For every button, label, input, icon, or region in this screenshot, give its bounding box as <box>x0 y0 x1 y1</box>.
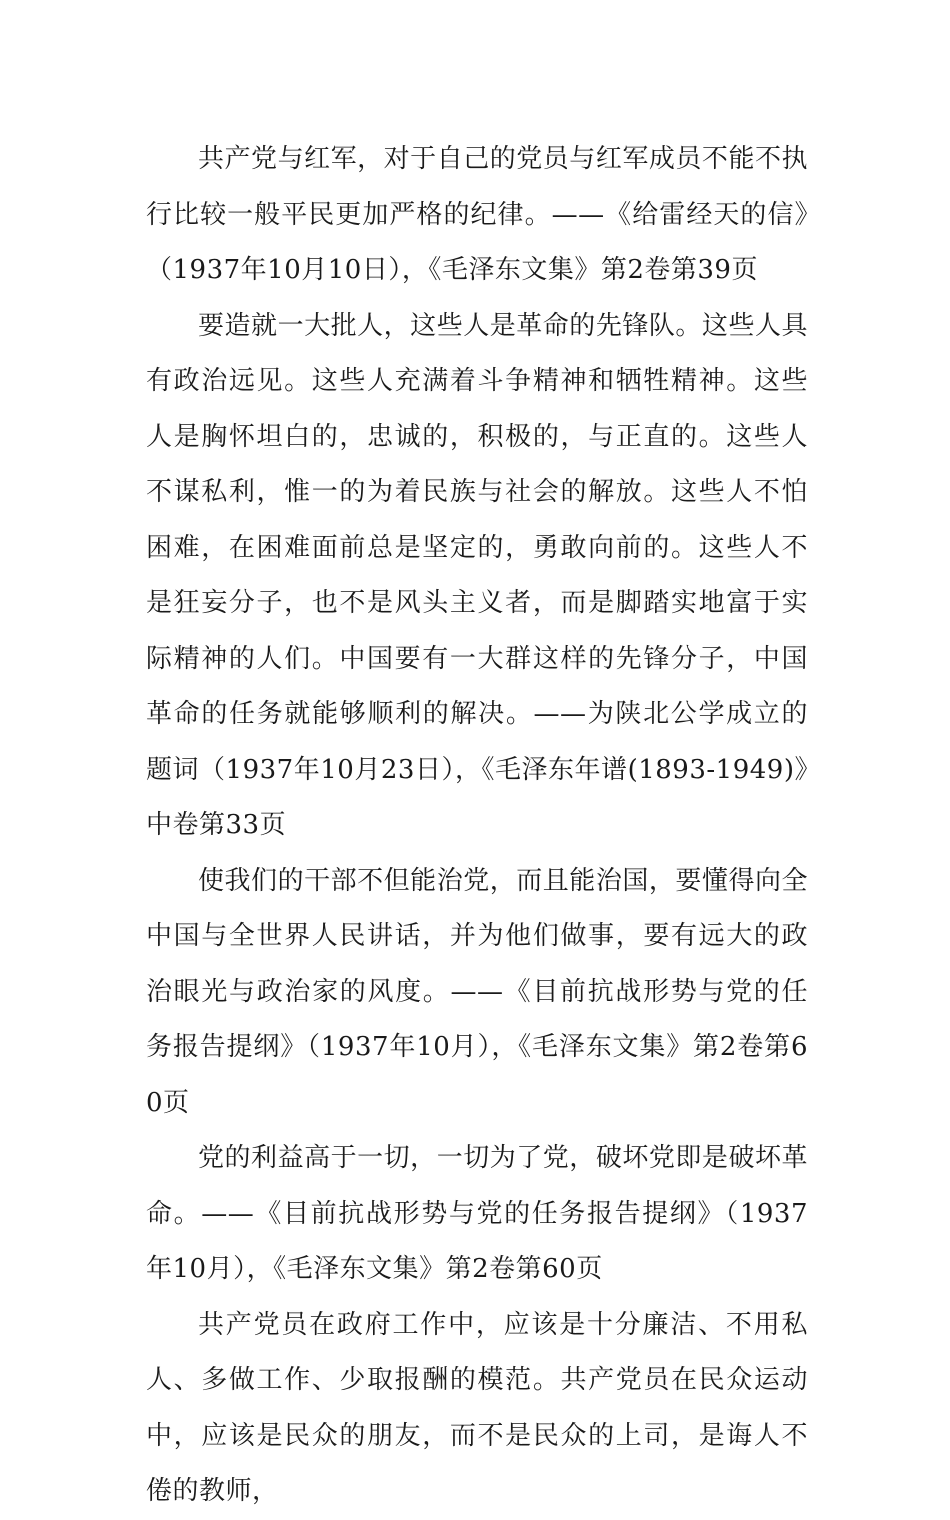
paragraph-cadres: 使我们的干部不但能治党，而且能治国，要懂得向全中国与全世界人民讲话，并为他们做事，要有远大的政治眼光与政治家的风度。——《目前抗战形势与党的任务报告提纲》（1937年10月），《毛泽东文集》第2卷第60页 <box>146 865 808 1118</box>
paragraph-party-interest: 党的利益高于一切，一切为了党，破坏党即是破坏革命。——《目前抗战形势与党的任务报告提纲》（1937年10月），《毛泽东文集》第2卷第60页 <box>146 1143 808 1284</box>
paragraph-party-members: 共产党员在政府工作中，应该是十分廉洁、不用私人、多做工作、少取报酬的模范。共产党员在民众运动中，应该是民众的朋友，而不是民众的上司，是诲人不倦的教师， <box>146 1309 808 1506</box>
paragraph-vanguard: 要造就一大批人，这些人是革命的先锋队。这些人具有政治远见。这些人充满着斗争精神和牺牲精神。这些人是胸怀坦白的，忠诚的，积极的，与正直的。这些人不谋私利，惟一的为着民族与社会的解放。这些人不怕困难，在困难面前总是坚定的，勇敢向前的。这些人不是狂妄分子，也不是风头主义者，而是脚踏实地富于实际精神的人们。中国要有一大群这样的先锋分子，中国革命的任务就能够顺利的解决。——为陕北公学成立的题词（1937年10月23日），《毛泽东年谱(1893-1949)》中卷第33页 <box>146 310 808 840</box>
paragraph-discipline: 共产党与红军，对于自己的党员与红军成员不能不执行比较一般平民更加严格的纪律。——《给雷经天的信》（1937年10月10日），《毛泽东文集》第2卷第39页 <box>146 144 808 285</box>
document-body <box>146 132 808 1520</box>
